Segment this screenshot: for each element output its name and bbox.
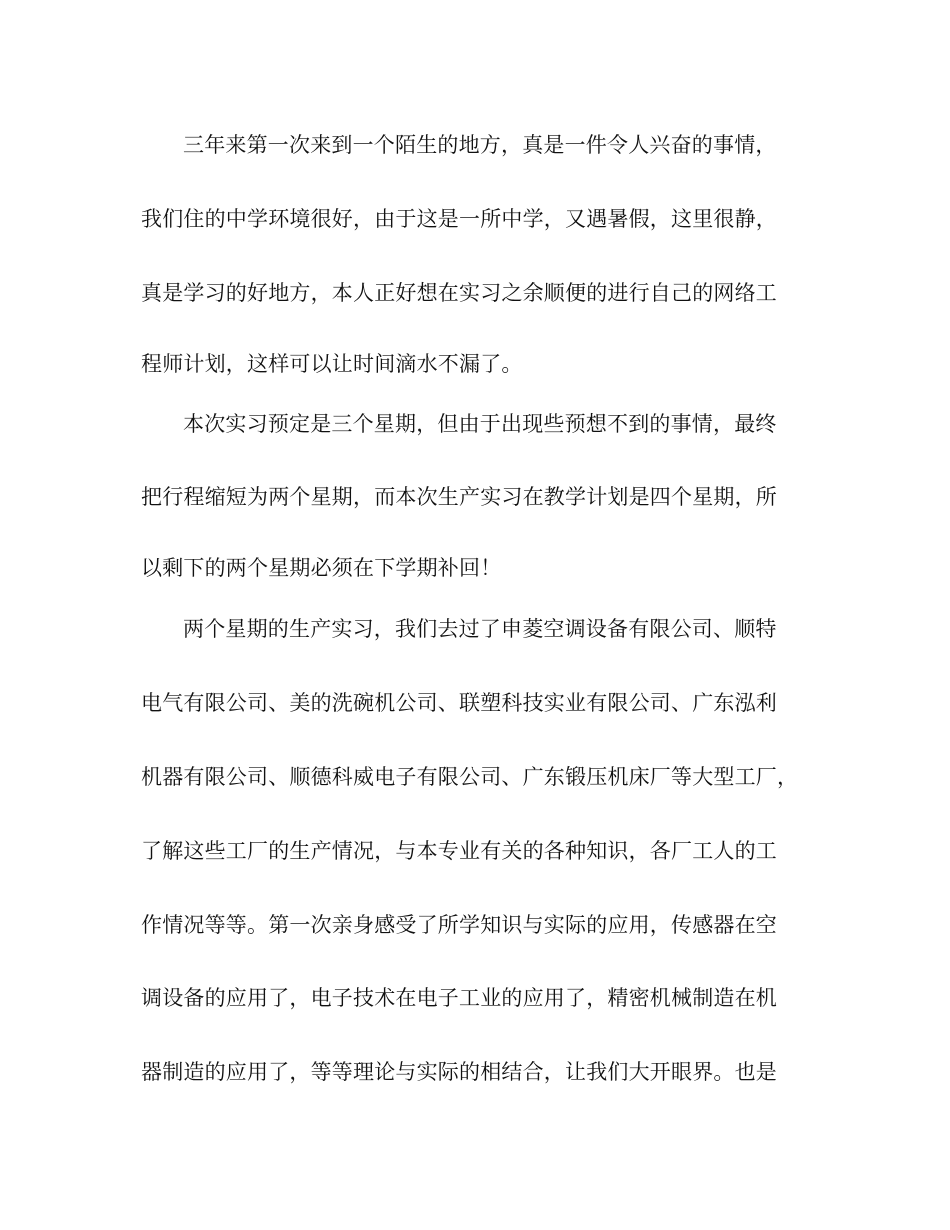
paragraph-3-line-5: 作情况等等。第一次亲身感受了所学知识与实际的应用，传感器在空 [141, 913, 777, 937]
paragraph-2-line-3: 以剩下的两个星期必须在下学期补回！ [141, 556, 502, 580]
paragraph-1-line-2: 我们住的中学环境很好，由于这是一所中学，又遇暑假，这里很静， [141, 207, 777, 231]
paragraph-3-line-4: 了解这些工厂的生产情况，与本专业有关的各种知识，各厂工人的工 [141, 839, 777, 863]
paragraph-3-line-3: 机器有限公司、顺德科威电子有限公司、广东锻压机床厂等大型工厂， [141, 765, 799, 789]
paragraph-3-line-2: 电气有限公司、美的洗碗机公司、联塑科技实业有限公司、广东泓利 [141, 691, 777, 715]
paragraph-3-line-1: 两个星期的生产实习，我们去过了申菱空调设备有限公司、顺特 [183, 617, 777, 641]
paragraph-1-line-1: 三年来第一次来到一个陌生的地方，真是一件令人兴奋的事情， [183, 133, 777, 157]
paragraph-2-line-1: 本次实习预定是三个星期，但由于出现些预想不到的事情，最终 [183, 412, 777, 436]
paragraph-3-line-7: 器制造的应用了，等等理论与实际的相结合，让我们大开眼界。也是 [141, 1060, 777, 1084]
paragraph-1-line-3: 真是学习的好地方，本人正好想在实习之余顺便的进行自己的网络工 [141, 281, 777, 305]
paragraph-1-line-4: 程师计划，这样可以让时间滴水不漏了。 [141, 352, 523, 376]
paragraph-3-line-6: 调设备的应用了，电子技术在电子工业的应用了，精密机械制造在机 [141, 986, 777, 1010]
paragraph-2-line-2: 把行程缩短为两个星期，而本次生产实习在教学计划是四个星期，所 [141, 485, 777, 509]
